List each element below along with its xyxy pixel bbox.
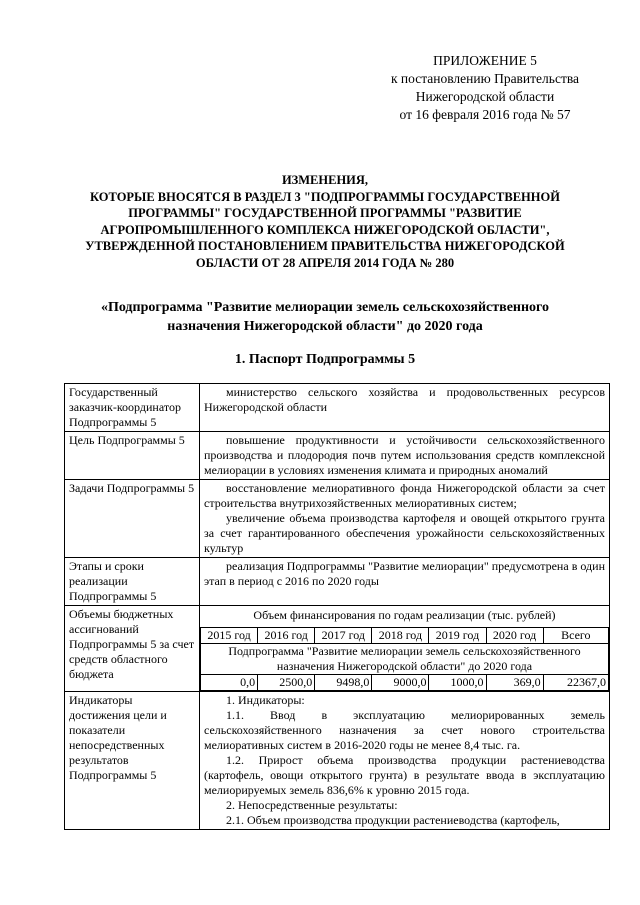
changes-line-2: КОТОРЫЕ ВНОСЯТСЯ В РАЗДЕЛ 3 "ПОДПРОГРАММЫ ГОСУДАРСТВЕННОЙ xyxy=(90,189,560,204)
subprogram-title xyxy=(70,298,580,336)
goal-text: повышение продуктивности и устойчивости сельскохозяйственного производства и плодородия почв путем использования средств комплексной мелиорации в условиях изменения климата и природных аномалий xyxy=(204,433,605,477)
tasks-text-1: восстановление мелиоративного фонда Нижегородской области за счет строительства внутрихозяйственных мелиоративных систем; xyxy=(204,481,605,510)
row-content xyxy=(200,384,610,432)
year-cell: 2017 год xyxy=(315,628,372,644)
value-cell: 369,0 xyxy=(486,675,543,691)
value-cell: 9498,0 xyxy=(315,675,372,691)
customer-text: министерство сельского хозяйства и продовольственных ресурсов Нижегородской области xyxy=(204,385,605,414)
row-content xyxy=(200,432,610,480)
table-row xyxy=(65,692,610,830)
year-cell: 2020 год xyxy=(486,628,543,644)
row-label: Индикаторы достижения цели и показатели непосредственных результатов Подпрограммы 5 xyxy=(65,692,200,830)
year-cell: 2016 год xyxy=(258,628,315,644)
row-label: Задачи Подпрограммы 5 xyxy=(65,480,200,558)
values-row xyxy=(201,675,609,691)
changes-heading xyxy=(60,172,590,271)
funding-header: Объем финансирования по годам реализации (тыс. рублей) xyxy=(253,608,556,622)
subprogram-line-1: «Подпрограмма "Развитие мелиорации земель сельскохозяйственного xyxy=(100,300,550,315)
changes-line-4: АГРОПРОМЫШЛЕННОГО КОМПЛЕКСА НИЖЕГОРОДСКОЙ ОБЛАСТИ", xyxy=(100,222,550,237)
subprogram-row xyxy=(201,644,609,675)
indicators-p1: 1. Индикаторы: xyxy=(226,693,305,707)
row-content xyxy=(200,480,610,558)
funding-table xyxy=(200,627,609,691)
table-row xyxy=(65,384,610,432)
row-label: Государственный заказчик-координатор Подпрограммы 5 xyxy=(65,384,200,432)
passport-table xyxy=(64,383,610,830)
changes-line-5: УТВЕРЖДЕННОЙ ПОСТАНОВЛЕНИЕМ ПРАВИТЕЛЬСТВА НИЖЕГОРОДСКОЙ xyxy=(85,239,565,253)
value-cell: 22367,0 xyxy=(543,675,608,691)
row-label: Объемы бюджетных ассигнований Подпрограммы 5 за счет средств областного бюджета xyxy=(65,606,200,692)
subprogram-line-2: назначения Нижегородской области" до 2020 года xyxy=(167,319,483,334)
year-cell: 2018 год xyxy=(372,628,429,644)
years-row xyxy=(201,628,609,644)
table-row xyxy=(65,606,610,692)
appendix-title: ПРИЛОЖЕНИЕ 5 xyxy=(433,53,537,68)
table-row xyxy=(65,558,610,606)
changes-line-6: ОБЛАСТИ ОТ 28 АПРЕЛЯ 2014 ГОДА № 280 xyxy=(195,255,455,270)
indicators-p5: 2.1. Объем производства продукции растениеводства (картофель, xyxy=(226,813,560,827)
year-cell: 2019 год xyxy=(429,628,486,644)
row-label: Цель Подпрограммы 5 xyxy=(65,432,200,480)
year-cell: 2015 год xyxy=(201,628,258,644)
row-content xyxy=(200,692,610,830)
year-cell: Всего xyxy=(543,628,608,644)
value-cell: 1000,0 xyxy=(429,675,486,691)
stages-text: реализация Подпрограммы "Развитие мелиорации" предусмотрена в один этап в период с 2016 по 2020 годы xyxy=(204,559,605,588)
indicators-p2: 1.1. Ввод в эксплуатацию мелиорированных земель сельскохозяйственного назначения за счет нового строительства мелиоративных систем в 2016-2020 годы не менее 8,4 тыс. га. xyxy=(204,708,605,752)
funding-subprogram-title: Подпрограмма "Развитие мелиорации земель сельскохозяйственного назначения Нижегородской области" до 2020 года xyxy=(201,644,609,675)
funding-content xyxy=(200,606,610,692)
passport-title: 1. Паспорт Подпрограммы 5 xyxy=(234,352,416,367)
value-cell: 0,0 xyxy=(201,675,258,691)
appendix-line-3: от 16 февраля 2016 года № 57 xyxy=(399,107,571,122)
value-cell: 9000,0 xyxy=(372,675,429,691)
table-row xyxy=(65,432,610,480)
appendix-line-1: к постановлению Правительства xyxy=(390,71,580,86)
appendix-block xyxy=(360,52,610,124)
table-row xyxy=(65,480,610,558)
row-content xyxy=(200,558,610,606)
tasks-text-2: увеличение объема производства картофеля и овощей открытого грунта за счет гарантированного обеспечения урожайности сельскохозяйственных культур xyxy=(204,511,605,555)
indicators-p4: 2. Непосредственные результаты: xyxy=(226,798,398,812)
appendix-line-2: Нижегородской области xyxy=(415,89,555,104)
changes-line-1: ИЗМЕНЕНИЯ, xyxy=(281,173,369,187)
value-cell: 2500,0 xyxy=(258,675,315,691)
row-label: Этапы и сроки реализации Подпрограммы 5 xyxy=(65,558,200,606)
indicators-p3: 1.2. Прирост объема производства продукции растениеводства (картофель, овощи открытого грунта) в результате ввода в эксплуатацию мелиорируемых земель 836,6% к уровню 2015 года. xyxy=(204,753,605,797)
changes-line-3: ПРОГРАММЫ" ГОСУДАРСТВЕННОЙ ПРОГРАММЫ "РАЗВИТИЕ xyxy=(128,206,522,220)
